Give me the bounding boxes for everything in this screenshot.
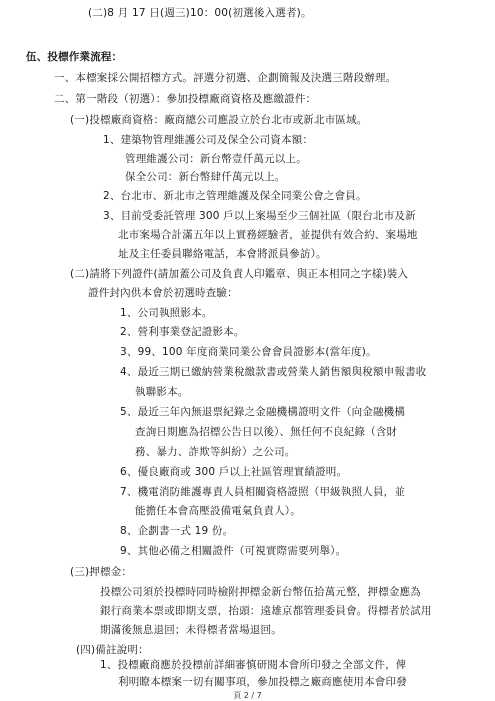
document-item-1: 1、公司執照影本。 xyxy=(120,307,213,319)
subclause-3-deposit: (三)押標金： xyxy=(70,566,133,578)
qualification-item-3-line-1: 3、目前受委託管理 300 戶以上案場至少三個社區（限台北市及新 xyxy=(103,210,416,222)
page-number: 頁 2 / 7 xyxy=(233,691,262,700)
clause-2-phase-one: 二、第一階段（初選）：參加投標廠商資格及應繳證件： xyxy=(54,93,317,105)
document-item-5-line-2: 查詢日期應為招標公告日以後）、無任何不良紀錄（含財 xyxy=(135,426,398,438)
document-item-3: 3、99、100 年度商業同業公會會員證影本(當年度)。 xyxy=(120,346,377,358)
schedule-item-2: (二)8 月 17 日(週三)10：00(初選後入選者)。 xyxy=(88,7,312,19)
document-item-4-line-2: 執聯影本。 xyxy=(135,386,189,398)
deposit-text-line-2: 銀行商業本票或即期支票，抬頭：遠雄京都管理委員會。得標者於試用 xyxy=(100,605,432,617)
section-heading-bidding-process: 伍、投標作業流程： xyxy=(26,51,123,63)
document-item-5-line-1: 5、最近三年內無退票紀錄之金融機構證明文件（向金融機構 xyxy=(120,406,406,418)
qualification-item-1: 1、建築物管理維護公司及保全公司資本額： xyxy=(103,134,314,146)
document-item-6: 6、優良廠商或 300 戶以上社區管理實績證明。 xyxy=(120,466,348,478)
clause-1-open-tender: 一、本標案採公開招標方式。評選分初選、企劃簡報及決選三階段辦理。 xyxy=(54,72,397,84)
qualification-item-2: 2、台北市、新北市之管理維護及保全同業公會之會員。 xyxy=(103,190,367,202)
document-item-2: 2、營利事業登記證影本。 xyxy=(120,326,245,338)
qualification-item-3-line-3: 址及主任委員聯絡電話，本會將派員參訪）。 xyxy=(118,248,327,260)
subclause-4-notes: (四)備註說明： xyxy=(76,644,149,656)
subclause-2-documents-line-2: 證件封內供本會於初選時查驗： xyxy=(88,287,238,299)
document-item-4-line-1: 4、最近三期已繳納營業稅繳款書或營業人銷售額與稅額申報書收 xyxy=(120,366,427,378)
qualification-item-1-detail-a: 管理維護公司：新台幣壹仟萬元以上。 xyxy=(125,153,307,165)
document-item-7-line-2: 能擔任本會高壓設備電氣負責人）。 xyxy=(135,505,301,517)
deposit-text-line-1: 投標公司須於投標時同時檢附押標金新台幣伍拾萬元整，押標金應為 xyxy=(100,586,421,598)
qualification-item-3-line-2: 北市案場合計滿五年以上實務經驗者，並提供有效合約、案場地 xyxy=(118,229,418,241)
subclause-1-qualification: (一)投標廠商資格：廠商總公司應設立於台北市或新北市區域。 xyxy=(70,114,368,126)
document-item-9: 9、其他必備之相關證件（可視實際需要列舉）。 xyxy=(120,545,347,557)
qualification-item-1-detail-b: 保全公司：新台幣肆仟萬元以上。 xyxy=(125,171,286,183)
deposit-text-line-3: 期滿後無息退回；未得標者當場退回。 xyxy=(100,624,282,636)
document-item-8: 8、企劃書一式 19 份。 xyxy=(120,525,234,537)
subclause-2-documents-line-1: (二)請將下列證件(請加蓋公司及負責人印鑑章、與正本相同之字樣)裝入 xyxy=(70,268,409,280)
note-item-1-line-2: 利明瞭本標案一切有關事項，參加投標之廠商應使用本會印發 xyxy=(118,676,407,688)
document-item-7-line-1: 7、機電消防維護專責人員相關資格證照（甲級執照人員，並 xyxy=(120,486,406,498)
document-item-5-line-3: 務、暴力、詐欺等糾紛）之公司。 xyxy=(135,446,296,458)
note-item-1-line-1: 1、投標廠商應於投標前詳細審慎研閱本會所印發之全部文件，俾 xyxy=(100,659,407,671)
